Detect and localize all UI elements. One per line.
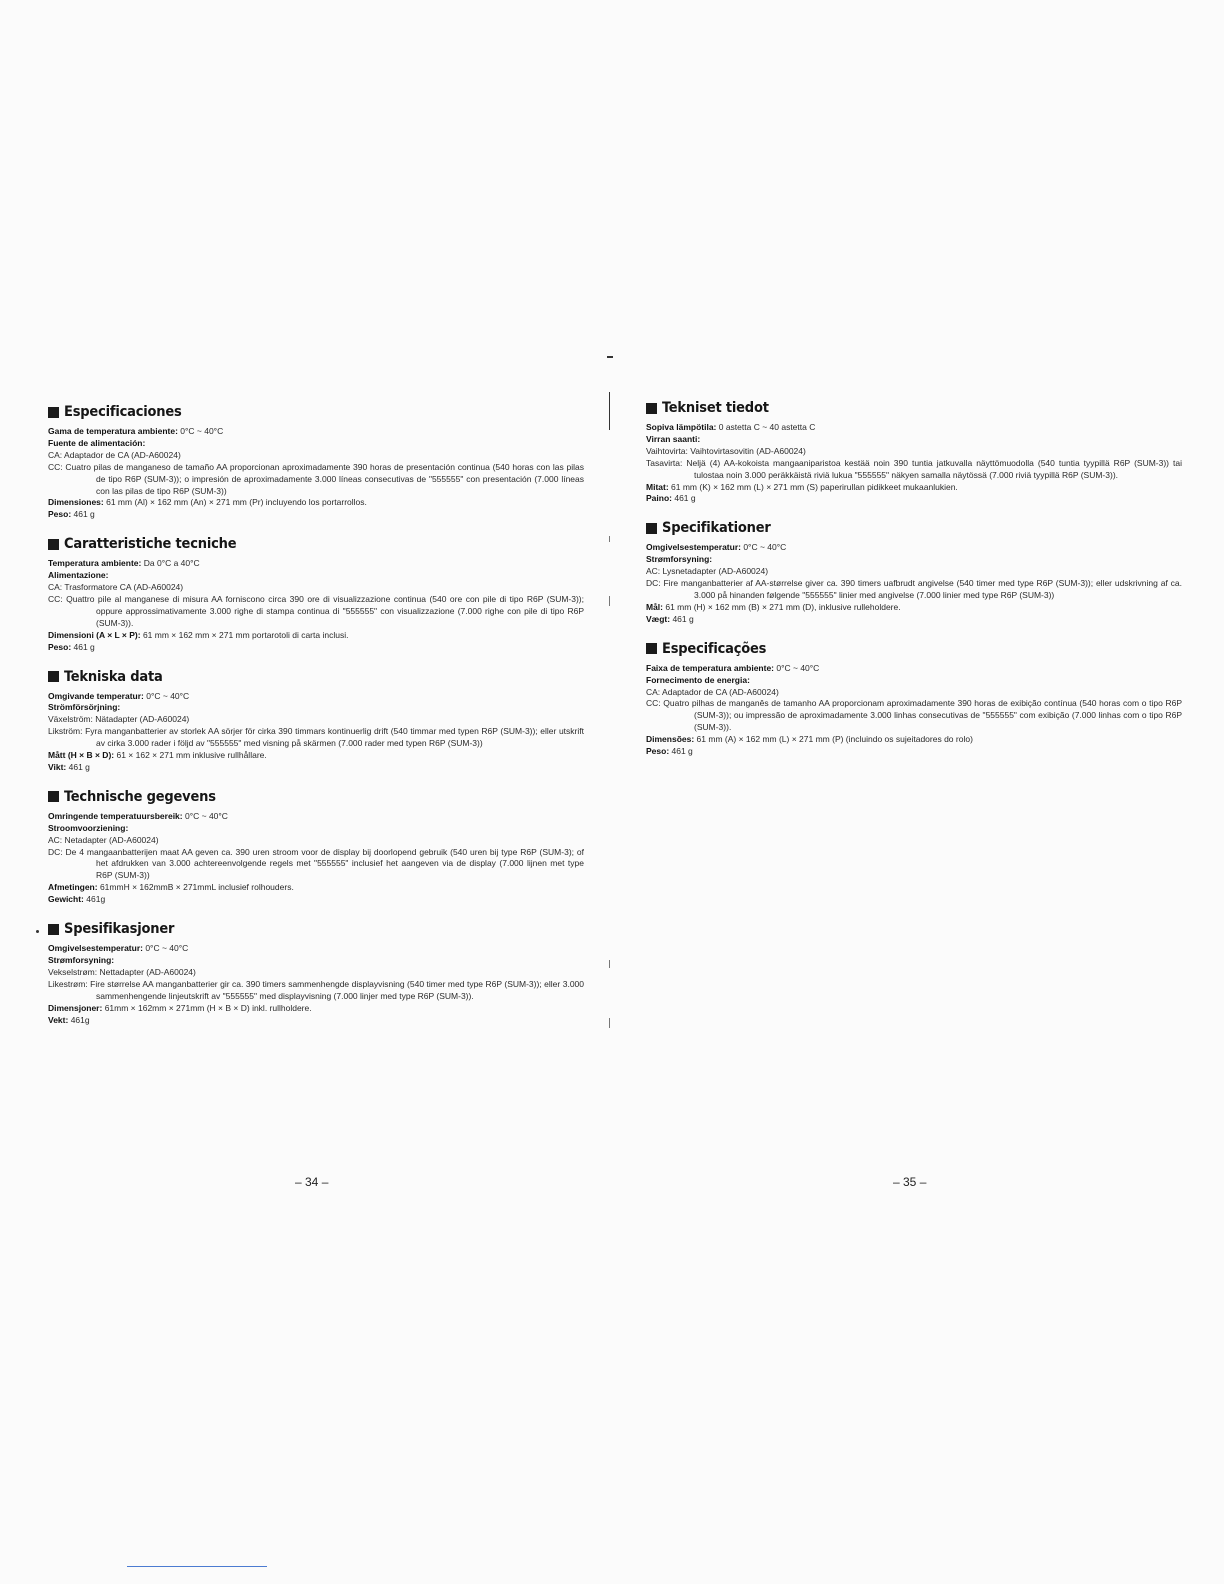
spec-line [646, 698, 1182, 734]
spec-line [48, 726, 584, 750]
spec-line [646, 566, 1182, 578]
spec-line [48, 943, 584, 955]
spec-line [646, 554, 1182, 566]
spec-label: Dimensjoner: [48, 1002, 103, 1013]
spec-value: 461g [83, 894, 106, 905]
square-bullet-icon [646, 403, 657, 414]
spec-value: 61 mm (K) × 162 mm (L) × 271 mm (S) paperirullan pidikkeet mukaanlukien. [668, 481, 958, 492]
spec-line [646, 434, 1182, 446]
page-number-right: – 35 – [893, 1175, 927, 1189]
spec-label: Fuente de alimentación: [48, 437, 146, 448]
spec-label: Vekt: [48, 1014, 69, 1025]
square-bullet-icon [646, 523, 657, 534]
spec-value: Växelström: Nätadapter (AD-A60024) [48, 714, 190, 725]
spec-label: Dimensiones: [48, 497, 104, 508]
spec-line [646, 663, 1182, 675]
spec-line [48, 570, 584, 582]
section-title: Specifikationer [662, 520, 771, 537]
spec-line [48, 835, 584, 847]
spec-line [48, 630, 584, 642]
spec-value: 61 mm (H) × 162 mm (B) × 271 mm (D), inklusive rulleholdere. [663, 601, 901, 612]
section-heading [48, 536, 584, 552]
section-title: Caratteristiche tecniche [64, 536, 237, 553]
section-heading [646, 520, 1182, 536]
spec-label: Omringende temperatuursbereik: [48, 810, 183, 821]
square-bullet-icon [48, 671, 59, 682]
spec-label: Vægt: [646, 613, 671, 624]
spec-line [646, 734, 1182, 746]
spec-line [48, 967, 584, 979]
square-bullet-icon [48, 539, 59, 550]
spec-line [48, 582, 584, 594]
spec-line [48, 509, 584, 521]
spec-label: Omgivelsestemperatur: [48, 943, 143, 954]
spec-line [48, 811, 584, 823]
spec-value: 461 g [66, 761, 90, 772]
spec-value: 0°C ~ 40°C [774, 662, 820, 673]
spec-label: Peso: [646, 746, 670, 757]
spec-value: 61mm × 162mm × 271mm (H × B × D) inkl. rullholdere. [102, 1002, 312, 1013]
spec-label: Faixa de temperatura ambiente: [646, 662, 775, 673]
spec-line [48, 462, 584, 498]
spec-line [646, 458, 1182, 482]
spec-line [48, 750, 584, 762]
spec-value: CC: Quattro pile al manganese di misura AA forniscono circa 390 ore di visualizzazione continua (540 ore con pile di tipo R6P (SUM-3)); oppure approssimativamente 3.000 righe di stampa continua di "555555" con visualizzazione (7.000 righe con pile di tipo R6P (SUM-3)). [48, 593, 584, 628]
section-title: Spesifikasjoner [64, 921, 175, 938]
spec-label: Paino: [646, 493, 672, 504]
spec-value: Likestrøm: Fire størrelse AA manganbatterier gir ca. 390 timers sammenhengde displayvisning (540 timer med type R6P (SUM-3)); eller 3.000 sammenhengende linjeutskrift av "555555" med displayvisning (7.000 linjer med type R6P (SUM-3)). [48, 978, 584, 1001]
spec-label: Gama de temperatura ambiente: [48, 426, 178, 436]
spec-line [48, 497, 584, 509]
right-page-column [646, 400, 1182, 773]
spec-label: Strömförsörjning: [48, 702, 121, 713]
section-heading [48, 404, 584, 420]
section-title: Tekniset tiedot [662, 400, 769, 416]
spec-section [646, 641, 1182, 758]
spec-line [48, 894, 584, 906]
spec-section [646, 520, 1182, 625]
spec-label: Virran saanti: [646, 433, 701, 444]
spec-value: Vaihtovirta: Vaihtovirtasovitin (AD-A60024) [646, 445, 806, 456]
spec-value: DC: Fire manganbatterier af AA-størrelse giver ca. 390 timers uafbrudt angivelse (540 timer med type R6P (SUM-3)); eller udskrivning af ca. 3.000 på hinanden følgende "555555" linier med angivelse (7.000 linier med type R6P (SUM-3)) [646, 578, 1182, 600]
spec-value: 61 × 162 × 271 mm inklusive rullhållare. [114, 750, 267, 761]
spec-line [48, 1003, 584, 1015]
spec-value: 461 g [671, 493, 696, 504]
spec-value: CA: Adaptador de CA (AD-A60024) [48, 449, 181, 460]
scan-mark [609, 596, 610, 606]
spec-label: Sopiva lämpötila: [646, 422, 717, 432]
spec-value: 461 g [669, 746, 693, 757]
spec-value: 0°C ~ 40°C [177, 426, 224, 436]
spec-label: Mått (H × B × D): [48, 750, 115, 761]
section-heading [646, 400, 1182, 416]
registration-mark [607, 356, 613, 358]
spec-line [48, 594, 584, 630]
spec-line [48, 882, 584, 894]
spec-value: CC: Quatro pilhas de manganês de tamanho AA proporcionam aproximadamente 390 horas de exibição contínua (540 horas com o tipo R6P (SUM-3)); ou impressão de aproximadamente 3.000 linhas consecutivas de "555555" com exibição (7.000 linhas com o tipo R6P (SUM-3)). [646, 698, 1182, 733]
spec-line [48, 558, 584, 570]
spec-value: DC: De 4 mangaanbatterijen maat AA geven ca. 390 uren stroom voor de display bij doorlopend gebruik (540 uren bij type R6P (SUM-3); of het afdrukken van 3.000 achtereenvolgende regels met "555555" inclusief het aangeven via de display (7.000 lijnen met type R6P (SUM-3)) [48, 846, 584, 881]
spec-line [646, 675, 1182, 687]
spec-value: Likström: Fyra manganbatterier av storlek AA sörjer för cirka 390 timmars kontinuerlig drift (540 timmar med typen R6P (SUM-3)); eller utskrift av cirka 3.000 rader i följd av "555555" med visning på skärmen (7.000 rader med typen R6P (SUM-3)) [48, 726, 584, 749]
spec-line [48, 702, 584, 714]
spec-line [646, 578, 1182, 602]
spec-value: 0 astetta C ~ 40 astetta C [716, 422, 816, 432]
spec-value: 0°C ~ 40°C [182, 810, 228, 821]
underline-rule [127, 1566, 267, 1567]
scan-mark [609, 536, 610, 542]
spec-line [48, 438, 584, 450]
spec-label: Mitat: [646, 481, 669, 492]
spec-label: Alimentazione: [48, 570, 109, 581]
spec-value: AC: Lysnetadapter (AD-A60024) [646, 566, 769, 577]
spec-value: Tasavirta: Neljä (4) AA-kokoista mangaaniparistoa kestää noin 390 tuntia jatkuvalla näyttömuodolla (540 tuntia tyypillä R6P (SUM-3)) tai tulostaa noin 3.000 peräkkäistä riviä lukua "555555" näkyen samalla näytössä (7.000 riviä tyypillä R6P (SUM-3)). [646, 457, 1182, 480]
section-title: Technische gegevens [64, 788, 216, 805]
spec-line [646, 493, 1182, 505]
spec-line [48, 642, 584, 654]
spec-section [646, 400, 1182, 505]
spec-value: 61 mm × 162 mm × 271 mm portarotoli di carta inclusi. [140, 629, 349, 640]
section-heading [48, 669, 584, 685]
scan-speck [36, 930, 39, 933]
square-bullet-icon [48, 407, 59, 418]
section-title: Especificaciones [64, 404, 182, 420]
spec-line [48, 955, 584, 967]
spec-line [48, 450, 584, 462]
spec-label: Afmetingen: [48, 882, 98, 893]
spec-value: 461 g [71, 641, 95, 652]
spec-line [646, 482, 1182, 494]
spec-value: 0°C ~ 40°C [740, 542, 787, 553]
spec-line [48, 714, 584, 726]
spec-value: 0°C ~ 40°C [143, 690, 190, 701]
square-bullet-icon [646, 643, 657, 654]
spec-value: Da 0°C a 40°C [141, 558, 200, 569]
spec-section [48, 669, 584, 774]
spec-line [48, 823, 584, 835]
scan-mark [609, 960, 610, 968]
center-divider [609, 392, 610, 430]
spec-value: 61 mm (Al) × 162 mm (An) × 271 mm (Pr) incluyendo los portarrollos. [103, 497, 367, 508]
spec-line [48, 1015, 584, 1027]
section-heading [48, 789, 584, 805]
square-bullet-icon [48, 924, 59, 935]
spec-section [48, 789, 584, 906]
spec-line [646, 614, 1182, 626]
spec-label: Temperatura ambiente: [48, 558, 142, 569]
scan-mark [609, 1018, 610, 1028]
spec-label: Strømforsyning: [48, 955, 115, 965]
spec-line [646, 687, 1182, 699]
spec-value: 461g [68, 1014, 90, 1025]
spec-value: 0°C ~ 40°C [142, 943, 189, 954]
spec-label: Fornecimento de energia: [646, 674, 750, 685]
square-bullet-icon [48, 791, 59, 802]
spec-value: 461 g [670, 613, 694, 624]
spec-value: 461 g [71, 509, 95, 520]
spec-line [646, 446, 1182, 458]
left-page-column [48, 404, 584, 1041]
section-title: Tekniska data [64, 668, 163, 685]
spec-line [48, 691, 584, 703]
spec-value: CC: Cuatro pilas de manganeso de tamaño AA proporcionan aproximadamente 390 horas de presentación continua (540 horas con las pilas de tipo R6P (SUM-3)); o impresión de aproximadamente 3.000 líneas consecutivas de "555555" con presentación (7.000 líneas con las pilas de tipo R6P (SUM-3)) [48, 461, 584, 496]
spec-label: Strømforsyning: [646, 554, 713, 565]
spec-line [646, 602, 1182, 614]
section-heading [48, 921, 584, 937]
spec-label: Stroomvoorziening: [48, 822, 129, 833]
spec-label: Peso: [48, 509, 72, 520]
spec-value: CA: Adaptador de CA (AD-A60024) [646, 686, 779, 697]
spec-value: 61mmH × 162mmB × 271mmL inclusief rolhouders. [97, 882, 294, 893]
spec-label: Omgivande temperatur: [48, 690, 144, 701]
spec-line [48, 762, 584, 774]
section-heading [646, 641, 1182, 657]
spec-label: Dimensioni (A × L × P): [48, 629, 141, 640]
page-number-left: – 34 – [295, 1175, 329, 1189]
spec-value: CA: Trasformatore CA (AD-A60024) [48, 582, 184, 593]
spec-line [48, 979, 584, 1003]
spec-value: 61 mm (A) × 162 mm (L) × 271 mm (P) (incluindo os sujeitadores do rolo) [694, 734, 973, 745]
spec-value: AC: Netadapter (AD-A60024) [48, 834, 159, 845]
spec-label: Peso: [48, 641, 72, 652]
spec-label: Mål: [646, 601, 663, 612]
spec-line [48, 847, 584, 883]
spec-line [48, 426, 584, 438]
spec-section [48, 536, 584, 653]
spec-line [646, 422, 1182, 434]
spec-label: Vikt: [48, 761, 67, 772]
spec-section [48, 921, 584, 1026]
spec-value: Vekselstrøm: Nettadapter (AD-A60024) [48, 966, 196, 977]
spec-label: Dimensões: [646, 734, 695, 745]
spec-line [646, 542, 1182, 554]
spec-label: Gewicht: [48, 894, 84, 905]
spec-line [646, 746, 1182, 758]
spec-label: Omgivelsestemperatur: [646, 542, 741, 553]
section-title: Especificações [662, 640, 767, 657]
spec-section [48, 404, 584, 521]
